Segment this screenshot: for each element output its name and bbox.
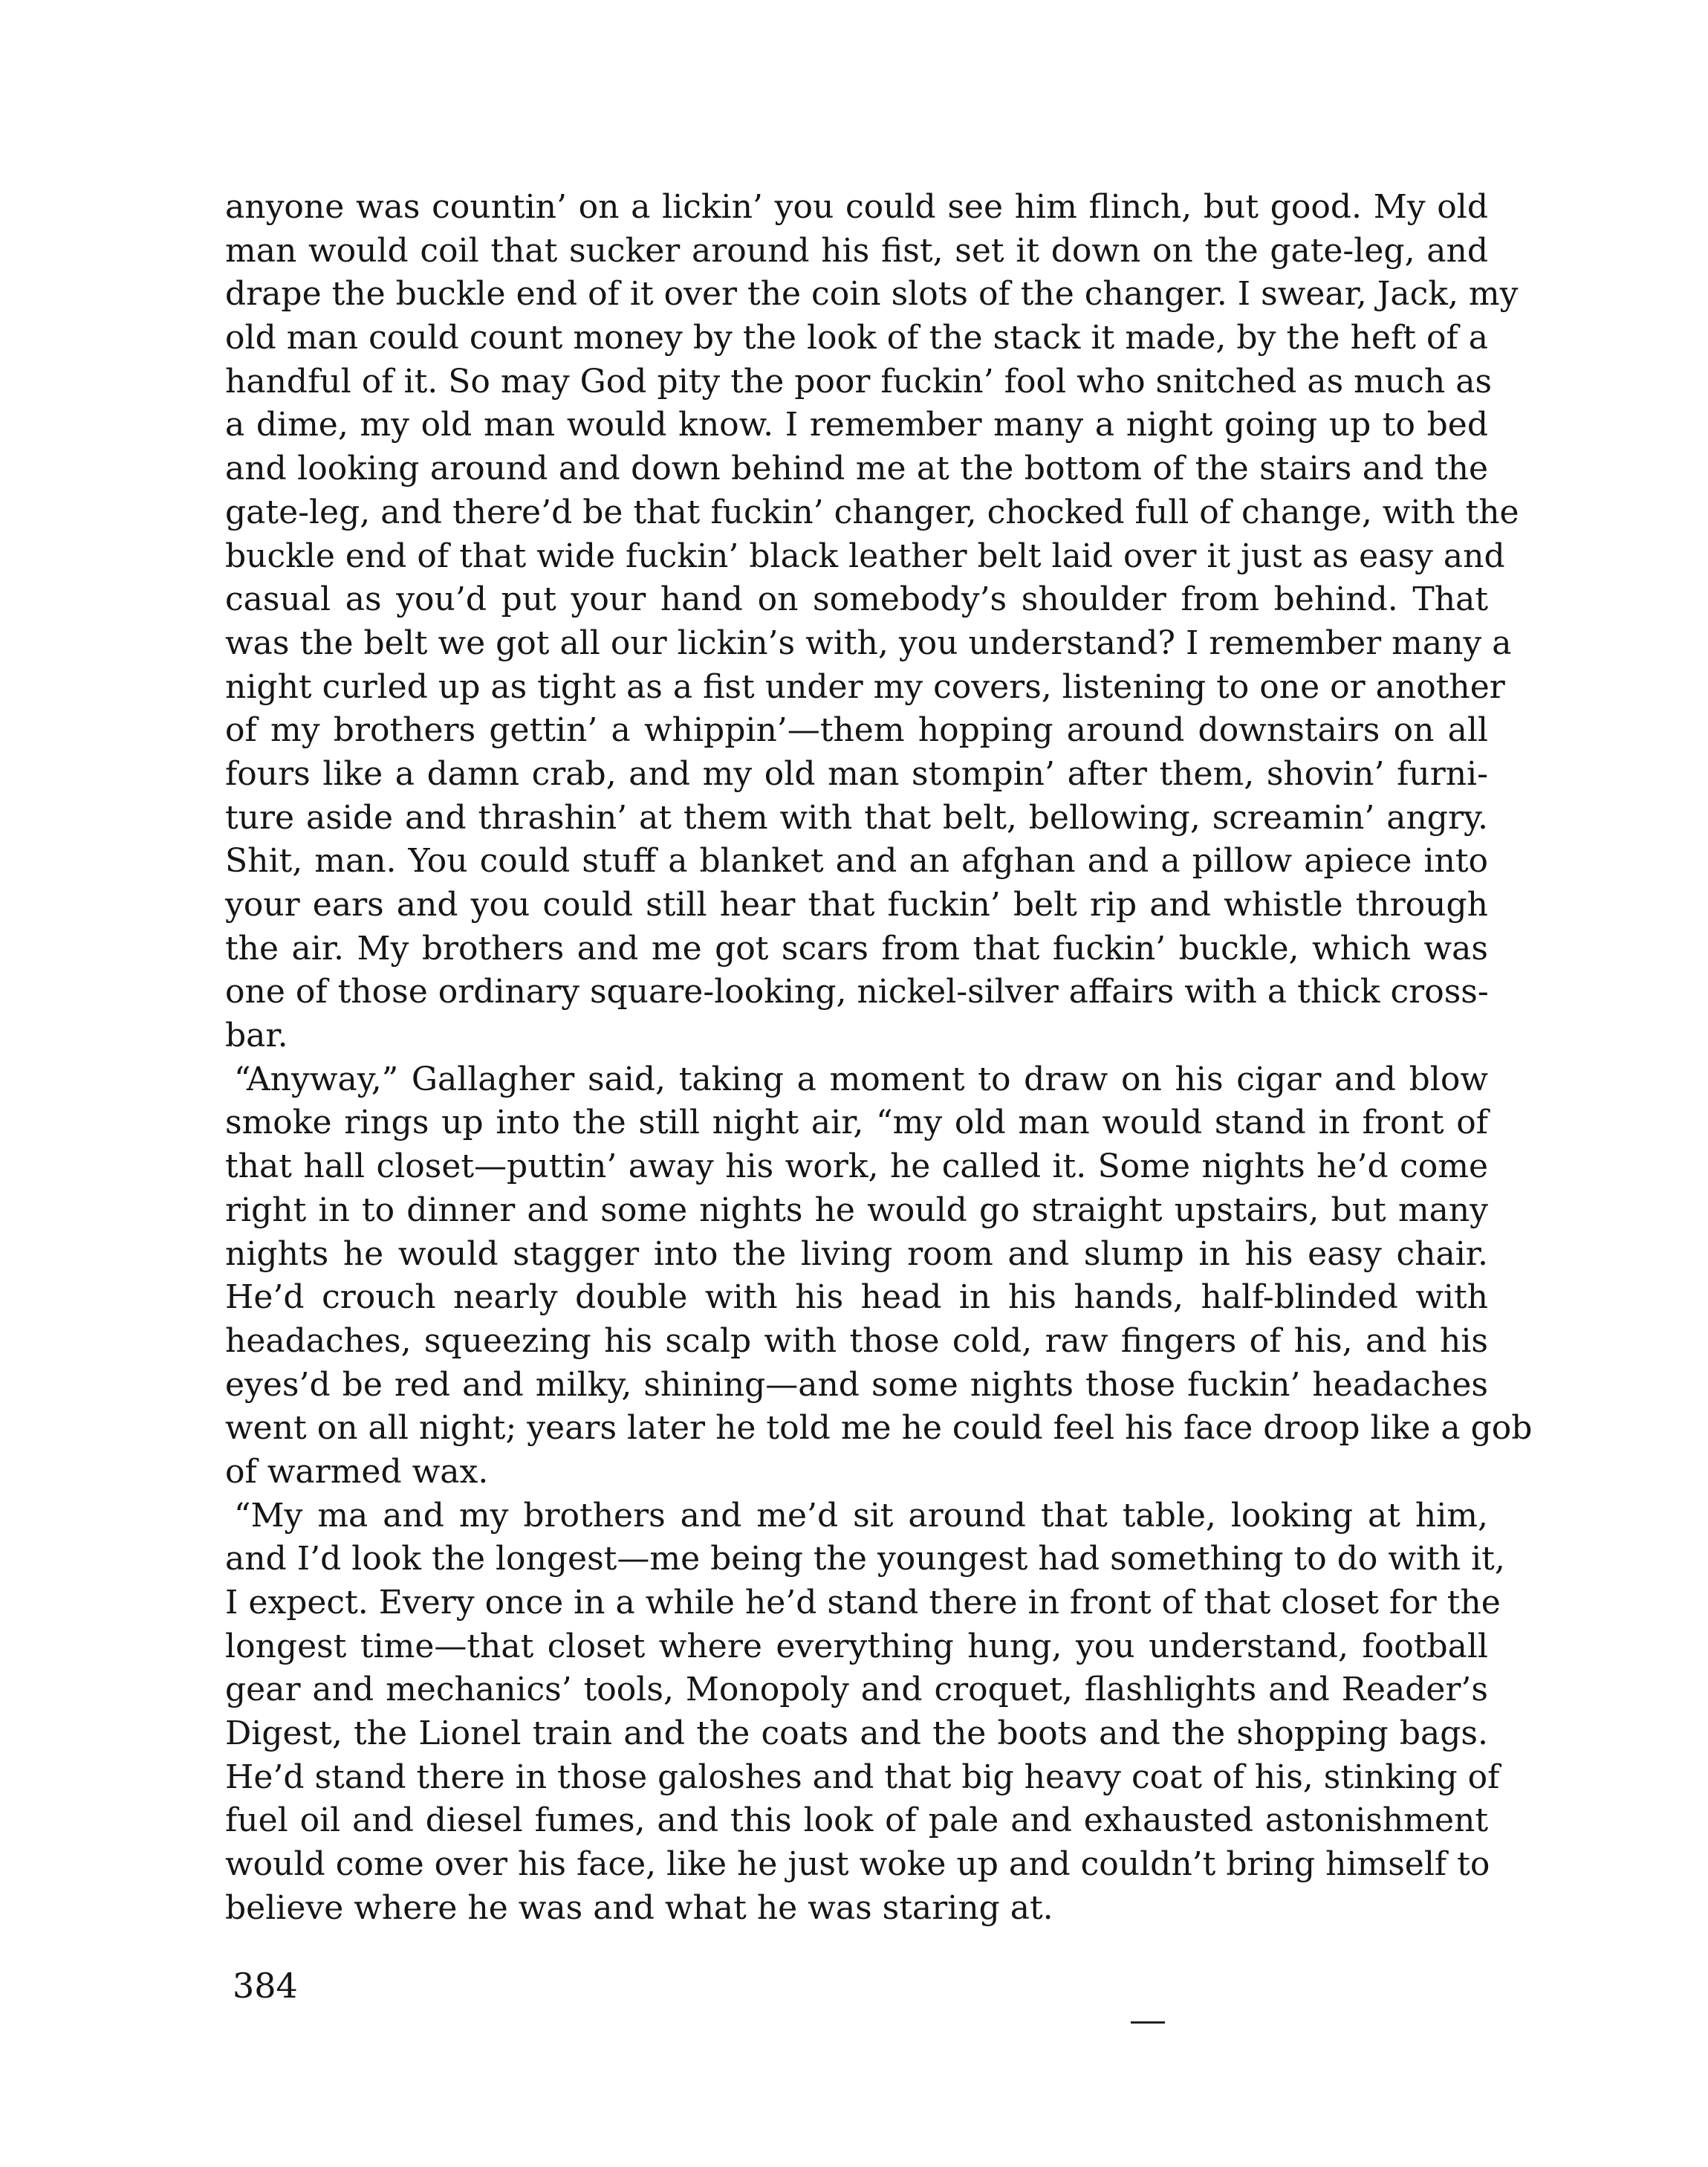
text-line: a dime, my old man would know. I remember many a night going up to bed bbox=[225, 406, 1488, 444]
text-line: headaches, squeezing his scalp with those cold, raw fingers of his, and his bbox=[225, 1321, 1488, 1360]
text-line: believe where he was and what he was staring at. bbox=[225, 1888, 1053, 1927]
text-line: casual as you’d put your hand on somebody’s shoulder from behind. That bbox=[225, 580, 1488, 619]
text-line: of warmed wax. bbox=[225, 1452, 489, 1491]
text-line: that hall closet—puttin’ away his work, he called it. Some nights he’d come bbox=[225, 1147, 1488, 1186]
text-line: He’d stand there in those galoshes and that big heavy coat of his, stinking of bbox=[225, 1758, 1500, 1796]
text-line: ture aside and thrashin’ at them with that belt, bellowing, screamin’ angry. bbox=[225, 798, 1488, 837]
text-line: and I’d look the longest—me being the youngest had something to do with it, bbox=[225, 1540, 1505, 1578]
text-line: smoke rings up into the still night air, “my old man would stand in front of bbox=[225, 1104, 1488, 1142]
text-line: your ears and you could still hear that fuckin’ belt rip and whistle through bbox=[225, 886, 1488, 924]
text-line: “My ma and my brothers and me’d sit around that table, looking at him, bbox=[234, 1496, 1488, 1535]
text-line: of my brothers gettin’ a whippin’—them hopping around downstairs on all bbox=[225, 711, 1488, 750]
footer-rule bbox=[1131, 2021, 1165, 2024]
text-line: fuel oil and diesel fumes, and this look of pale and exhausted astonishment bbox=[225, 1801, 1488, 1840]
text-line: nights he would stagger into the living room and slump in his easy chair. bbox=[225, 1234, 1488, 1273]
text-line: Shit, man. You could stuff a blanket and an afghan and a pillow apiece into bbox=[225, 842, 1488, 881]
text-line: one of those ordinary square-looking, nickel-silver affairs with a thick cross- bbox=[225, 973, 1489, 1011]
body-text bbox=[225, 186, 1533, 1931]
text-line: and looking around and down behind me at the bottom of the stairs and the bbox=[225, 450, 1488, 488]
page-number: 384 bbox=[233, 1966, 298, 2006]
text-line: gear and mechanics’ tools, Monopoly and croquet, flashlights and Reader’s bbox=[225, 1671, 1488, 1709]
text-line: night curled up as tight as a fist under my covers, listening to one or another bbox=[225, 667, 1505, 706]
text-line: longest time—that closet where everything hung, you understand, football bbox=[225, 1627, 1488, 1665]
text-line: was the belt we got all our lickin’s with, you understand? I remember many a bbox=[225, 623, 1512, 662]
text-line: man would coil that sucker around his fist, set it down on the gate-leg, and bbox=[225, 231, 1488, 270]
text-line: the air. My brothers and me got scars from that fuckin’ buckle, which was bbox=[225, 929, 1488, 968]
text-line: Digest, the Lionel train and the coats and the boots and the shopping bags. bbox=[225, 1714, 1488, 1753]
text-line: “Anyway,” Gallagher said, taking a moment to draw on his cigar and blow bbox=[234, 1060, 1488, 1098]
text-line: buckle end of that wide fuckin’ black leather belt laid over it just as easy and bbox=[225, 537, 1505, 575]
text-line: old man could count money by the look of the stack it made, by the heft of a bbox=[225, 319, 1488, 357]
text-line: eyes’d be red and milky, shining—and some nights those fuckin’ headaches bbox=[225, 1365, 1488, 1404]
text-line: right in to dinner and some nights he would go straight upstairs, but many bbox=[225, 1191, 1488, 1229]
text-line: anyone was countin’ on a lickin’ you could see him flinch, but good. My old bbox=[225, 188, 1488, 226]
text-line: drape the buckle end of it over the coin slots of the changer. I swear, Jack, my bbox=[225, 275, 1519, 314]
text-line: He’d crouch nearly double with his head in his hands, half-blinded with bbox=[225, 1278, 1488, 1317]
text-line: I expect. Every once in a while he’d stand there in front of that closet for the bbox=[225, 1584, 1501, 1622]
text-line: handful of it. So may God pity the poor fuckin’ fool who snitched as much as bbox=[225, 362, 1493, 401]
text-line: went on all night; years later he told me he could feel his face droop like a gob bbox=[225, 1409, 1533, 1448]
text-line: would come over his face, like he just woke up and couldn’t bring himself to bbox=[225, 1845, 1490, 1884]
text-line: bar. bbox=[225, 1017, 288, 1055]
text-line: fours like a damn crab, and my old man stompin’ after them, shovin’ furni- bbox=[225, 754, 1488, 793]
text-line: gate-leg, and there’d be that fuckin’ changer, chocked full of change, with the bbox=[225, 493, 1519, 531]
